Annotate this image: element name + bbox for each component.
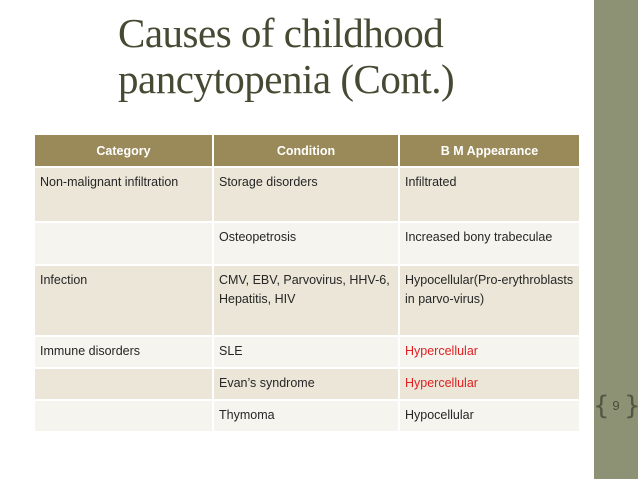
page-number: 9 — [612, 398, 620, 413]
cell-condition: CMV, EBV, Parvovirus, HHV-6, Hepatitis, HIV — [213, 265, 399, 336]
cell-category — [34, 400, 213, 432]
table-header-row — [34, 134, 580, 167]
table-row — [34, 400, 580, 432]
cell-condition: Storage disorders — [213, 167, 399, 222]
cell-condition: Osteopetrosis — [213, 222, 399, 265]
cell-category: Non-malignant infiltration — [34, 167, 213, 222]
title-line-2: pancytopenia (Cont.) — [118, 56, 455, 102]
cell-category: Infection — [34, 265, 213, 336]
header-category: Category — [34, 134, 213, 167]
table-row — [34, 167, 580, 222]
slide-title — [118, 10, 578, 102]
cell-bm-appearance: Infiltrated — [399, 167, 580, 222]
cell-bm-appearance: Increased bony trabeculae — [399, 222, 580, 265]
cell-category — [34, 368, 213, 400]
right-bracket-icon: } — [624, 391, 641, 421]
header-bm-appearance: B M Appearance — [399, 134, 580, 167]
cell-category: Immune disorders — [34, 336, 213, 368]
table-row — [34, 368, 580, 400]
cell-bm-appearance: Hypocellular(Pro-erythroblasts in parvo-virus) — [399, 265, 580, 336]
header-condition: Condition — [213, 134, 399, 167]
table-row — [34, 336, 580, 368]
cell-condition: Evan’s syndrome — [213, 368, 399, 400]
cell-condition: Thymoma — [213, 400, 399, 432]
cell-bm-appearance: Hypocellular — [399, 400, 580, 432]
title-line-1: Causes of childhood — [118, 10, 444, 56]
table-row — [34, 222, 580, 265]
table-row — [34, 265, 580, 336]
cell-bm-appearance: Hypercellular — [399, 368, 580, 400]
cell-bm-appearance: Hypercellular — [399, 336, 580, 368]
cell-category — [34, 222, 213, 265]
cell-condition: SLE — [213, 336, 399, 368]
left-bracket-icon: { — [593, 391, 610, 421]
causes-table — [33, 133, 581, 433]
